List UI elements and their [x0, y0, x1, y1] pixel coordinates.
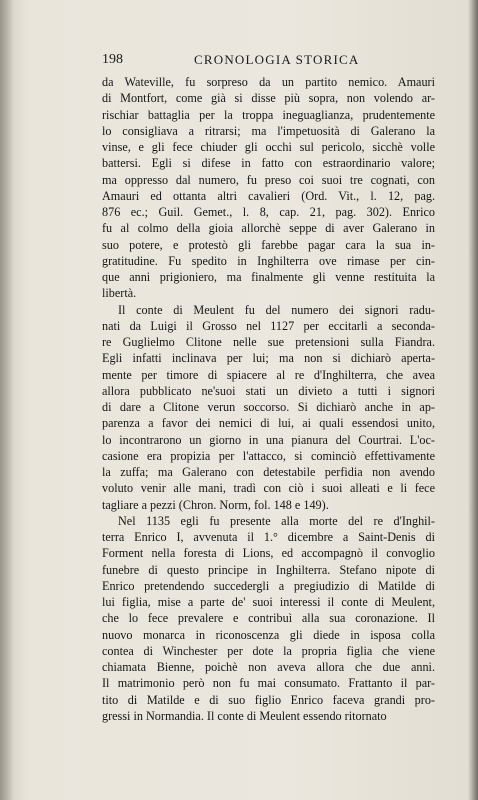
text-line: di Montfort, come già si disse più sopra, non volendo ar-	[102, 91, 435, 106]
text-line: vinse, e gli fece chiuder gli occhi sul pericolo, sicchè volle	[102, 140, 435, 154]
text-line: Il conte di Meulent fu del numero dei signori radu-	[118, 302, 435, 317]
text-line: suo potere, e protestò gli farebbe pagar cara la sua in-	[102, 237, 435, 252]
text-line: Nel 1135 egli fu presente alla morte del re d'Inghil-	[118, 513, 435, 528]
text-line: voluto venir alle mani, tradì con ciò i suoi alleati e li fece	[102, 481, 435, 496]
text-line: tagliare a pezzi (Chron. Norm, fol. 148 e 149).	[102, 497, 329, 512]
text-line: re Guglielmo Clitone nelle sue pretensioni sulla Fiandra.	[102, 335, 435, 349]
text-line: rischiar battaglia per la troppa ineguaglianza, prudentemente	[102, 107, 435, 122]
text-line: parenza a favor dei nemici di lui, ai quali essendosi unito,	[102, 416, 435, 431]
text-line: libertà.	[102, 286, 137, 301]
paragraph	[102, 74, 435, 302]
text-line: terra Enrico I, avvenuta il 1.° dicembre a Saint-Denis di	[102, 530, 435, 544]
text-line: Egli infatti inclinava per lui; ma non si dichiarò aperta-	[102, 351, 435, 366]
text-line: lo consigliava a ritrarsi; ma l'impetuosità di Galerano la	[102, 123, 435, 138]
running-head: CRONOLOGIA STORICA	[194, 52, 360, 67]
paragraph	[102, 513, 435, 724]
paragraph	[102, 302, 435, 513]
text-line: ma oppresso dal numero, fu preso coi suoi tre cognati, con	[102, 172, 435, 187]
text-line: fu al colmo della gioia allorchè seppe di aver Galerano in	[102, 221, 435, 236]
text-line: gratitudine. Fu spedito in Inghilterra ove rimase per cin-	[102, 253, 435, 268]
text-line: che lo fece prevalere e contribuì alla sua coronazione. Il	[102, 611, 435, 626]
page-header	[102, 52, 436, 70]
text-line: battersi. Egli si difese in fatto con estraordinario valore;	[102, 156, 435, 171]
text-line: mente per timore di spiacere al re d'Inghilterra, che avea	[102, 367, 435, 382]
text-line: casione era propizia per l'attacco, si cominciò effettivamente	[102, 448, 435, 463]
text-line: Il matrimonio però non fu mai consumato. Frattanto il par-	[102, 676, 435, 691]
text-line: gressi in Normandia. Il conte di Meulent essendo ritornato	[102, 708, 387, 723]
text-line: funebre di questo principe in Inghilterra. Stefano nipote di	[102, 562, 435, 577]
page-number: 198	[102, 52, 123, 67]
text-line: Enrico pretendendo succedergli a pregiudizio di Matilde di	[102, 578, 435, 593]
text-line: que anni prigioniero, ma finalmente gli venne restituita la	[102, 270, 435, 284]
text-line: contea di Winchester per dote la propria figlia che viene	[102, 643, 435, 658]
text-line: da Wateville, fu sorpreso da un partito nemico. Amauri	[102, 75, 435, 89]
text-line: Forment nella foresta di Lions, ed accompagnò il convoglio	[102, 546, 435, 561]
body-text	[102, 74, 435, 724]
text-line: la zuffa; ma Galerano con detestabile perfidia non avendo	[102, 465, 435, 479]
text-line: 876 ec.; Guil. Gemet., l. 8, cap. 21, pag. 302). Enrico	[102, 205, 435, 219]
text-line: nati da Luigi il Grosso nel 1127 per eccitarli a seconda-	[102, 318, 435, 333]
text-line: allora pubblicato ne'suoi stati un divieto a tutti i signori	[102, 383, 435, 398]
text-line: lui figlia, mise a parte de' suoi interessi il conte di Meulent,	[102, 595, 435, 609]
text-line: nuovo monarca in riconoscenza gli diede in isposa colla	[102, 627, 435, 642]
text-line: lo incontrarono un giorno in una pianura del Courtrai. L'oc-	[102, 432, 435, 447]
text-line: di dare a Clitone verun soccorso. Si dichiarò anche in ap-	[102, 400, 435, 414]
text-line: Amauri ed ottanta altri cavalieri (Ord. Vit., l. 12, pag.	[102, 188, 435, 203]
text-line: chiamata Bienne, poichè non aveva allora che due anni.	[102, 660, 435, 674]
text-line: tito di Matilde e di suo figlio Enrico faceva grandi pro-	[102, 692, 435, 707]
